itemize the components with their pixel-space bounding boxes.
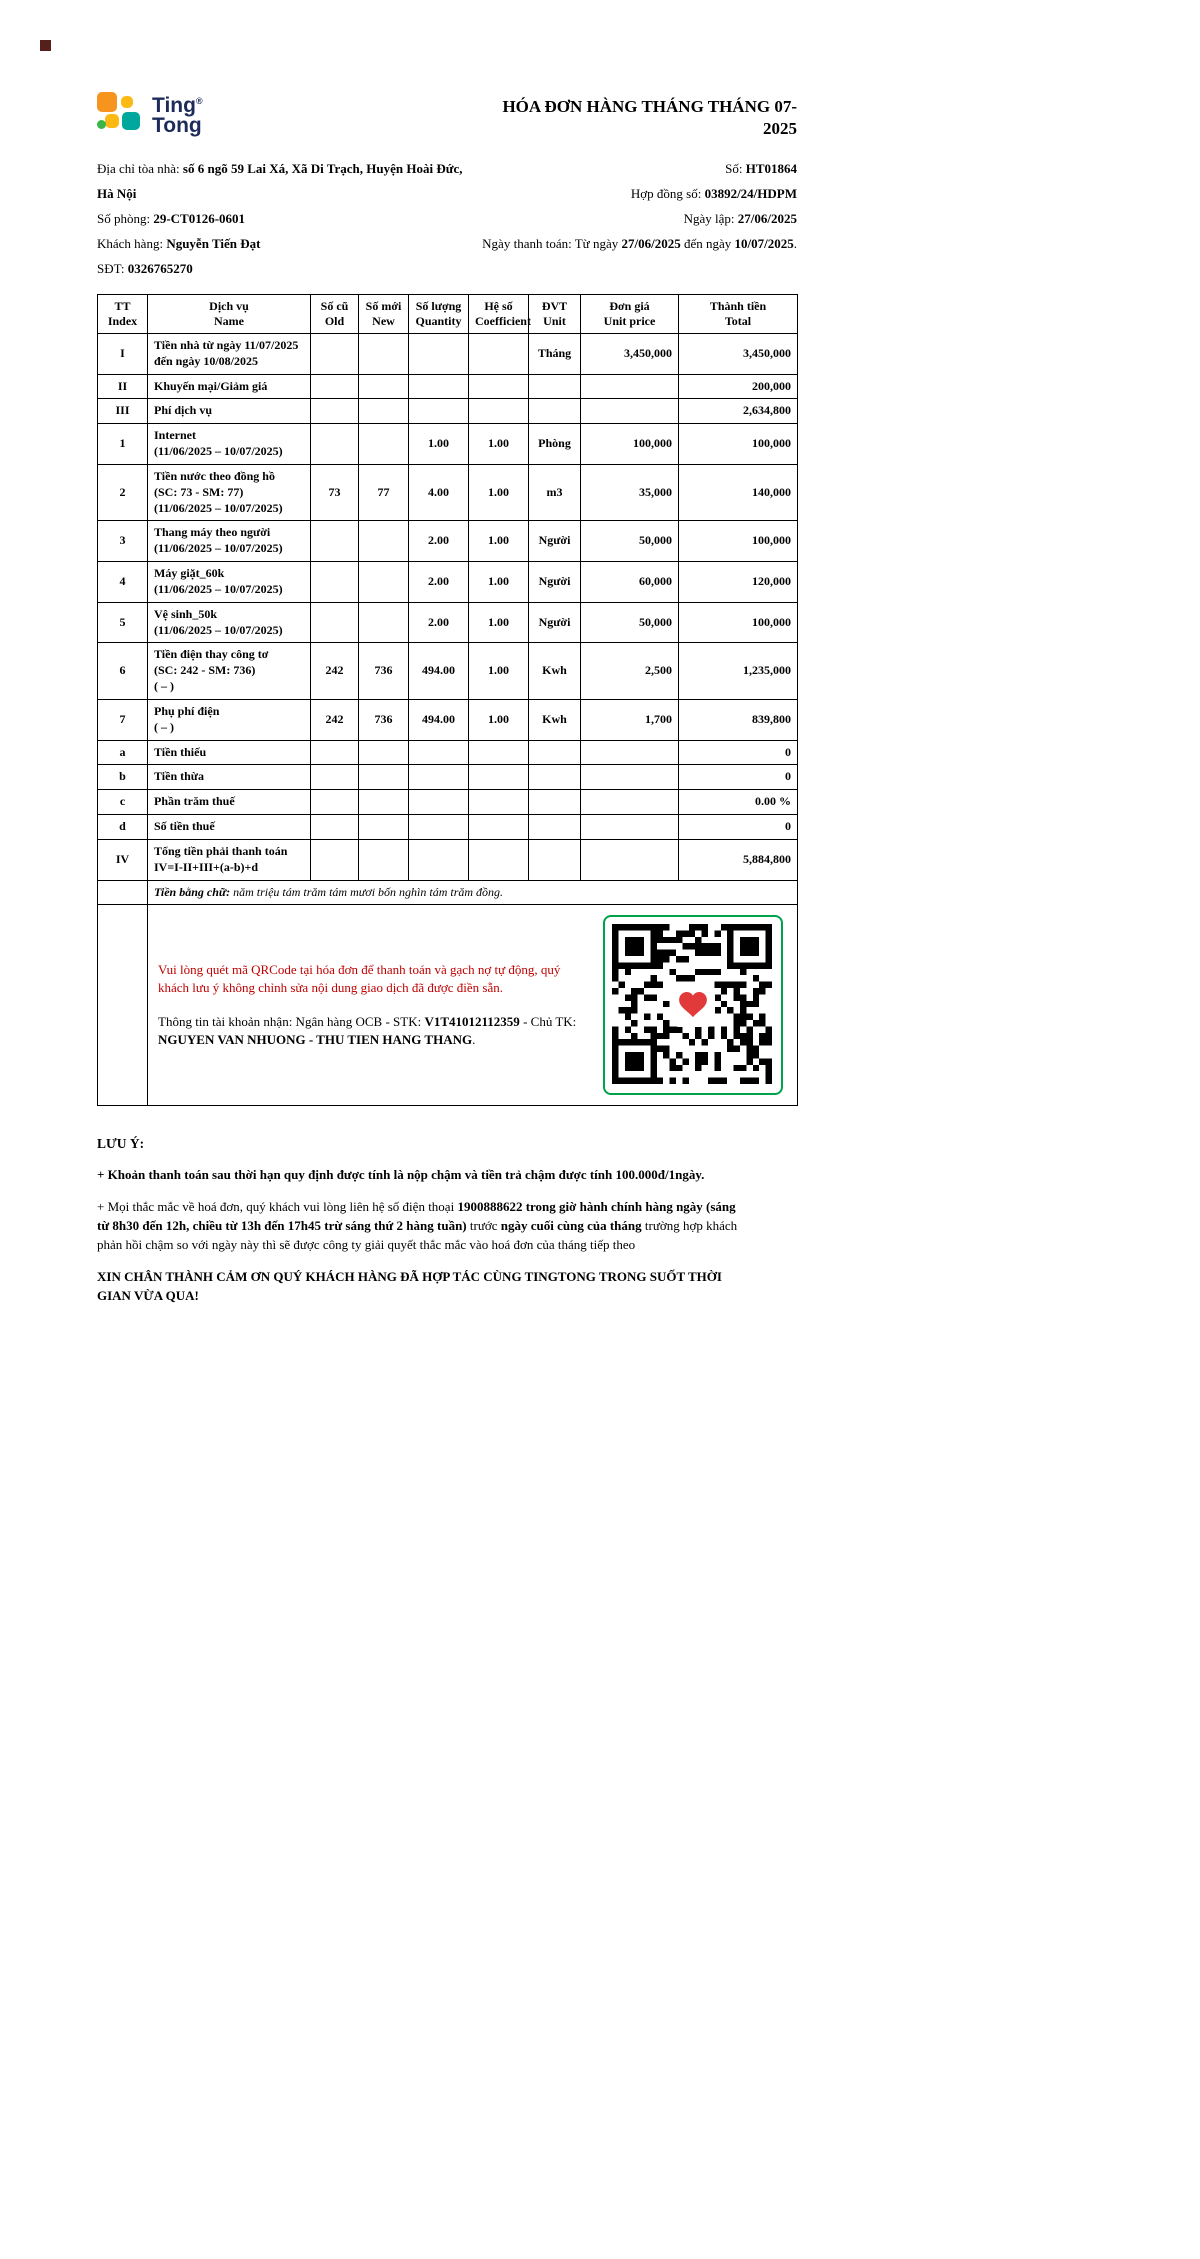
cell-new — [359, 740, 409, 765]
cell-price: 1,700 — [581, 699, 679, 740]
cell-tt: II — [98, 374, 148, 399]
cell-new — [359, 839, 409, 880]
invoice-table — [97, 294, 798, 1106]
cell-new — [359, 602, 409, 643]
cell-coef — [469, 815, 529, 840]
header-service: Dịch vụ Name — [148, 295, 311, 334]
cell-total: 120,000 — [679, 562, 798, 603]
cell-total: 5,884,800 — [679, 839, 798, 880]
cell-tt: I — [98, 334, 148, 375]
cell-price: 100,000 — [581, 424, 679, 465]
cell-unit — [529, 740, 581, 765]
table-row — [98, 699, 798, 740]
cell-tt: 4 — [98, 562, 148, 603]
cell-coef: 1.00 — [469, 521, 529, 562]
cell-coef — [469, 790, 529, 815]
tingtong-logo-text: Ting® Tong — [152, 93, 203, 137]
customer-phone: SĐT: 0326765270 — [97, 261, 193, 276]
table-header-row — [98, 295, 798, 334]
cell-price — [581, 765, 679, 790]
cell-unit: Kwh — [529, 643, 581, 699]
invoice-page — [97, 90, 797, 1305]
cell-tt: 6 — [98, 643, 148, 699]
header-coefficient: Hệ số Coefficient — [469, 295, 529, 334]
cell-name: Tiền nhà từ ngày 11/07/2025 đến ngày 10/08/2025 — [148, 334, 311, 375]
tingtong-logo — [97, 90, 203, 136]
header-tt: TT Index — [98, 295, 148, 334]
cell-old — [311, 790, 359, 815]
cell-new — [359, 562, 409, 603]
cell-qty — [409, 815, 469, 840]
cell-name: Số tiền thuế — [148, 815, 311, 840]
cell-unit — [529, 374, 581, 399]
cell-qty: 2.00 — [409, 602, 469, 643]
qr-cell — [148, 905, 798, 1106]
cell-name: Thang máy theo người (11/06/2025 – 10/07/2025) — [148, 521, 311, 562]
table-row — [98, 334, 798, 375]
info-row — [97, 256, 797, 281]
cell-total: 100,000 — [679, 424, 798, 465]
qr-instructions — [156, 961, 587, 1049]
cell-unit — [529, 399, 581, 424]
cell-new: 736 — [359, 643, 409, 699]
cell-price: 3,450,000 — [581, 334, 679, 375]
cell-coef: 1.00 — [469, 643, 529, 699]
cell-name: Phần trăm thuế — [148, 790, 311, 815]
cell-old — [311, 334, 359, 375]
cell-total: 0 — [679, 765, 798, 790]
cell-old — [311, 521, 359, 562]
cell-qty: 2.00 — [409, 521, 469, 562]
cell-old — [311, 815, 359, 840]
qr-code — [603, 915, 783, 1095]
cell-new: 77 — [359, 464, 409, 520]
cell-unit: Tháng — [529, 334, 581, 375]
cell-name: Tiền nước theo đồng hồ (SC: 73 - SM: 77) (11/06/2025 – 10/07/2025) — [148, 464, 311, 520]
cell-tt: a — [98, 740, 148, 765]
cell-total: 839,800 — [679, 699, 798, 740]
header-quantity: Số lượng Quantity — [409, 295, 469, 334]
qr-heart-icon — [671, 983, 715, 1027]
cell-old — [311, 765, 359, 790]
payment-period: Ngày thanh toán: Từ ngày 27/06/2025 đến ngày 10/07/2025. — [482, 236, 797, 251]
table-row — [98, 790, 798, 815]
cell-tt: 7 — [98, 699, 148, 740]
cell-unit — [529, 815, 581, 840]
invoice-info — [97, 156, 797, 281]
tingtong-logo-icon — [97, 90, 143, 136]
bank-account-info: Thông tin tài khoản nhận: Ngân hàng OCB - STK: V1T41012112359 - Chủ TK: NGUYEN VAN NHUONG - THU TIEN HANG THANG. — [158, 1014, 577, 1048]
cell-total: 0.00 % — [679, 790, 798, 815]
cell-total: 200,000 — [679, 374, 798, 399]
table-row — [98, 839, 798, 880]
cell-coef — [469, 740, 529, 765]
invoice-table-body — [98, 334, 798, 881]
cell-price — [581, 399, 679, 424]
table-row — [98, 740, 798, 765]
cell-old: 242 — [311, 643, 359, 699]
cell-tt: c — [98, 790, 148, 815]
cell-qty: 1.00 — [409, 424, 469, 465]
info-row — [97, 206, 797, 231]
table-row — [98, 374, 798, 399]
header-total: Thành tiền Total — [679, 295, 798, 334]
cell-price: 2,500 — [581, 643, 679, 699]
cell-new — [359, 815, 409, 840]
cell-total: 2,634,800 — [679, 399, 798, 424]
cell-name: Tiền điện thay công tơ (SC: 242 - SM: 736) ( – ) — [148, 643, 311, 699]
cell-name: Tổng tiền phải thanh toán IV=I-II+III+(a-b)+d — [148, 839, 311, 880]
cell-total: 140,000 — [679, 464, 798, 520]
cell-tt: b — [98, 765, 148, 790]
cell-coef — [469, 334, 529, 375]
cell-old: 73 — [311, 464, 359, 520]
cell-old — [311, 424, 359, 465]
header-old: Số cũ Old — [311, 295, 359, 334]
cell-qty: 494.00 — [409, 643, 469, 699]
amount-in-words: Tiền bằng chữ: năm triệu tám trăm tám mươi bốn nghìn tám trăm đồng. — [148, 880, 798, 905]
cell-coef — [469, 765, 529, 790]
table-row — [98, 424, 798, 465]
cell-name: Phí dịch vụ — [148, 399, 311, 424]
cell-name: Máy giặt_60k (11/06/2025 – 10/07/2025) — [148, 562, 311, 603]
cell-total: 1,235,000 — [679, 643, 798, 699]
cell-new — [359, 334, 409, 375]
late-payment-note: + Khoản thanh toán sau thời hạn quy định được tính là nộp chậm và tiền trả chậm được tính 100.000đ/1ngày. — [97, 1167, 705, 1183]
cell-old — [311, 374, 359, 399]
header-new: Số mới New — [359, 295, 409, 334]
table-row — [98, 815, 798, 840]
cell-qty: 2.00 — [409, 562, 469, 603]
cell-coef — [469, 839, 529, 880]
table-row — [98, 464, 798, 520]
table-row — [98, 562, 798, 603]
info-row — [97, 156, 797, 181]
cell-old: 242 — [311, 699, 359, 740]
empty-cell — [98, 905, 148, 1106]
cell-price — [581, 740, 679, 765]
cell-qty — [409, 740, 469, 765]
contact-note: + Mọi thắc mắc về hoá đơn, quý khách vui lòng liên hệ số điện thoại 1900888622 trong giờ hành chính hàng ngày (sáng từ 8h30 đến 12h, chiều từ 13h đến 17h45 trừ sáng thứ 2 hàng tuần) trước ngày cuối cùng của tháng trường hợp khách phản hồi chậm so với ngày này thì sẽ được công ty giải quyết thắc mắc vào hoá đơn của tháng tiếp theo — [97, 1199, 738, 1253]
cell-name: Khuyến mại/Giảm giá — [148, 374, 311, 399]
cell-qty — [409, 765, 469, 790]
cell-unit: m3 — [529, 464, 581, 520]
header-unit-price: Đơn giá Unit price — [581, 295, 679, 334]
cell-name: Tiền thiếu — [148, 740, 311, 765]
qr-warning-text: Vui lòng quét mã QRCode tại hóa đơn để thanh toán và gạch nợ tự động, quý khách lưu ý không chỉnh sửa nội dung giao dịch đã được điền sẵn. — [158, 962, 561, 996]
cell-name: Phụ phí điện ( – ) — [148, 699, 311, 740]
cell-unit — [529, 790, 581, 815]
header — [97, 90, 797, 140]
cell-unit: Phòng — [529, 424, 581, 465]
header-unit: ĐVT Unit — [529, 295, 581, 334]
cell-old — [311, 399, 359, 424]
cell-name: Internet (11/06/2025 – 10/07/2025) — [148, 424, 311, 465]
table-row — [98, 765, 798, 790]
cell-unit: Kwh — [529, 699, 581, 740]
amount-in-words-row — [98, 880, 798, 905]
cell-tt: 1 — [98, 424, 148, 465]
cell-new: 736 — [359, 699, 409, 740]
cell-coef: 1.00 — [469, 424, 529, 465]
cell-unit — [529, 765, 581, 790]
table-row — [98, 643, 798, 699]
invoice-number: Số: HT01864 — [725, 161, 797, 176]
cell-old — [311, 562, 359, 603]
cell-qty — [409, 399, 469, 424]
notes-heading: LƯU Ý: — [97, 1136, 145, 1152]
cell-price: 60,000 — [581, 562, 679, 603]
cell-qty: 4.00 — [409, 464, 469, 520]
cell-price: 50,000 — [581, 602, 679, 643]
room-number: Số phòng: 29-CT0126-0601 — [97, 211, 246, 226]
cell-coef: 1.00 — [469, 464, 529, 520]
cell-coef — [469, 374, 529, 399]
issue-date: Ngày lập: 27/06/2025 — [683, 211, 797, 226]
cell-price — [581, 374, 679, 399]
cell-price — [581, 839, 679, 880]
customer-name: Khách hàng: Nguyễn Tiến Đạt — [97, 236, 261, 251]
building-address: Địa chỉ tòa nhà: số 6 ngõ 59 Lai Xá, Xã Di Trạch, Huyện Hoài Đức, — [97, 161, 463, 176]
invoice-title: HÓA ĐƠN HÀNG THÁNG THÁNG 07-2025 — [502, 97, 797, 138]
cell-total: 0 — [679, 815, 798, 840]
cell-price: 50,000 — [581, 521, 679, 562]
thank-you-note: XIN CHÂN THÀNH CẢM ƠN QUÝ KHÁCH HÀNG ĐÃ HỢP TÁC CÙNG TINGTONG TRONG SUỐT THỜI GIAN VỪA QUA! — [97, 1269, 722, 1304]
table-row — [98, 602, 798, 643]
cell-unit: Người — [529, 521, 581, 562]
info-row — [97, 181, 797, 206]
cell-unit — [529, 839, 581, 880]
contract-number: Hợp đồng số: 03892/24/HDPM — [630, 186, 797, 201]
cell-price — [581, 790, 679, 815]
cell-new — [359, 521, 409, 562]
cell-total: 100,000 — [679, 602, 798, 643]
cell-old — [311, 839, 359, 880]
cell-qty — [409, 374, 469, 399]
cell-total: 0 — [679, 740, 798, 765]
cell-total: 3,450,000 — [679, 334, 798, 375]
cell-qty — [409, 334, 469, 375]
cell-total: 100,000 — [679, 521, 798, 562]
cell-tt: d — [98, 815, 148, 840]
table-row — [98, 521, 798, 562]
cell-name: Vệ sinh_50k (11/06/2025 – 10/07/2025) — [148, 602, 311, 643]
building-address-line2: Hà Nội — [97, 186, 137, 201]
cell-unit: Người — [529, 602, 581, 643]
cell-tt: 2 — [98, 464, 148, 520]
cell-coef: 1.00 — [469, 562, 529, 603]
cell-tt: III — [98, 399, 148, 424]
cell-qty — [409, 839, 469, 880]
cell-coef: 1.00 — [469, 602, 529, 643]
cell-price — [581, 815, 679, 840]
cell-old — [311, 602, 359, 643]
corner-mark — [40, 40, 51, 51]
info-row — [97, 231, 797, 256]
footer-notes — [97, 1136, 745, 1305]
qr-row — [98, 905, 798, 1106]
cell-old — [311, 740, 359, 765]
cell-new — [359, 765, 409, 790]
empty-cell — [98, 880, 148, 905]
table-row — [98, 399, 798, 424]
cell-qty: 494.00 — [409, 699, 469, 740]
cell-tt: IV — [98, 839, 148, 880]
cell-coef: 1.00 — [469, 699, 529, 740]
cell-name: Tiền thừa — [148, 765, 311, 790]
cell-coef — [469, 399, 529, 424]
cell-price: 35,000 — [581, 464, 679, 520]
cell-new — [359, 374, 409, 399]
cell-new — [359, 399, 409, 424]
cell-tt: 5 — [98, 602, 148, 643]
cell-unit: Người — [529, 562, 581, 603]
cell-new — [359, 424, 409, 465]
cell-tt: 3 — [98, 521, 148, 562]
cell-new — [359, 790, 409, 815]
cell-qty — [409, 790, 469, 815]
